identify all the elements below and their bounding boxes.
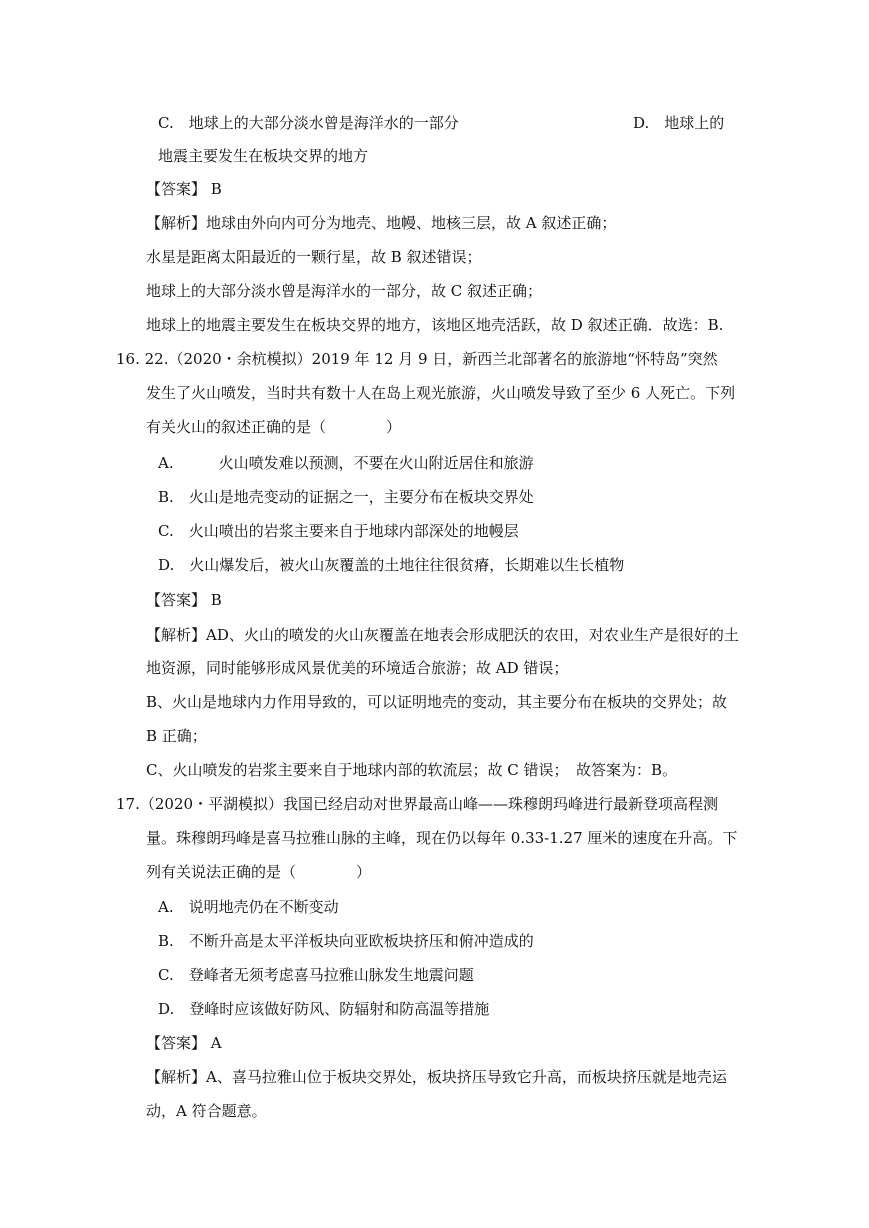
q16-option-b: B. 火山是地壳变动的证据之一，主要分布在板块交界处 [158,488,534,506]
q17-option-d: D. 登峰时应该做好防风、防辐射和防高温等措施 [158,1000,490,1018]
q16-option-d: D. 火山爆发后，被火山灰覆盖的土地往往很贫瘠，长期难以生长植物 [158,556,625,574]
q17-explanation-line: 动，A 符合题意。 [146,1102,267,1120]
prev-explanation-line: 【解析】地球由外向内可分为地壳、地幔、地核三层，故 A 叙述正确； [146,214,617,232]
prev-option-d-head: D. 地球上的 [633,114,725,132]
q17-answer: 【答案】 A [146,1034,222,1052]
q17-option-a: A. 说明地壳仍在不断变动 [158,898,339,916]
q16-explanation-line: 【解析】AD、火山的喷发的火山灰覆盖在地表会形成肥沃的农田，对农业生产是很好的土 [146,626,739,644]
prev-answer: 【答案】 B [146,180,222,198]
prev-option-c: C. 地球上的大部分淡水曾是海洋水的一部分 [158,114,459,132]
prev-explanation-line: 地球上的大部分淡水曾是海洋水的一部分，故 C 叙述正确； [146,282,543,300]
q16-option-c: C. 火山喷出的岩浆主要来自于地球内部深处的地幔层 [158,522,519,540]
q16-stem-line: 16. 22.（2020・余杭模拟）2019 年 12 月 9 日，新西兰北部著名的旅游地“怀特岛”突然 [116,350,718,368]
prev-explanation-line: 地球上的地震主要发生在板块交界的地方，该地区地壳活跃，故 D 叙述正确．故选：B. [146,316,724,334]
prev-option-d-tail: 地震主要发生在板块交界的地方 [158,147,369,165]
q17-option-c: C. 登峰者无须考虑喜马拉雅山脉发生地震问题 [158,966,474,984]
q16-explanation-line: C、火山喷发的岩浆主要来自于地球内部的软流层；故 C 错误； 故答案为：B。 [146,761,678,779]
q17-explanation-line: 【解析】A、喜马拉雅山位于板块交界处，板块挤压导致它升高，而板块挤压就是地壳运 [146,1068,727,1086]
prev-explanation-line: 水星是距离太阳最近的一颗行星，故 B 叙述错误； [146,248,482,266]
q16-answer: 【答案】 B [146,591,222,609]
q16-stem-line: 有关火山的叙述正确的是（ ） [146,418,402,436]
q16-option-a: A. 火山喷发难以预测，不要在火山附近居住和旅游 [158,454,534,472]
q17-stem-line: 17.（2020・平湖模拟）我国已经启动对世界最高山峰——珠穆朗玛峰进行最新登项高程测 [116,795,719,813]
q16-stem-line: 发生了火山喷发，当时共有数十人在岛上观光旅游，火山喷发导致了至少 6 人死亡。下列 [146,384,736,402]
q17-option-b: B. 不断升高是太平洋板块向亚欧板块挤压和俯冲造成的 [158,932,534,950]
q17-stem-line: 列有关说法正确的是（ ） [146,863,372,881]
q17-stem-line: 量。珠穆朗玛峰是喜马拉雅山脉的主峰，现在仍以每年 0.33-1.27 厘米的速度在升高。下 [146,829,738,847]
q16-explanation-line: 地资源，同时能够形成风景优美的环境适合旅游；故 AD 错误； [146,659,569,677]
q16-explanation-line: B、火山是地球内力作用导致的，可以证明地壳的变动，其主要分布在板块的交界处；故 [146,693,728,711]
q16-explanation-line: B 正确； [146,727,207,745]
